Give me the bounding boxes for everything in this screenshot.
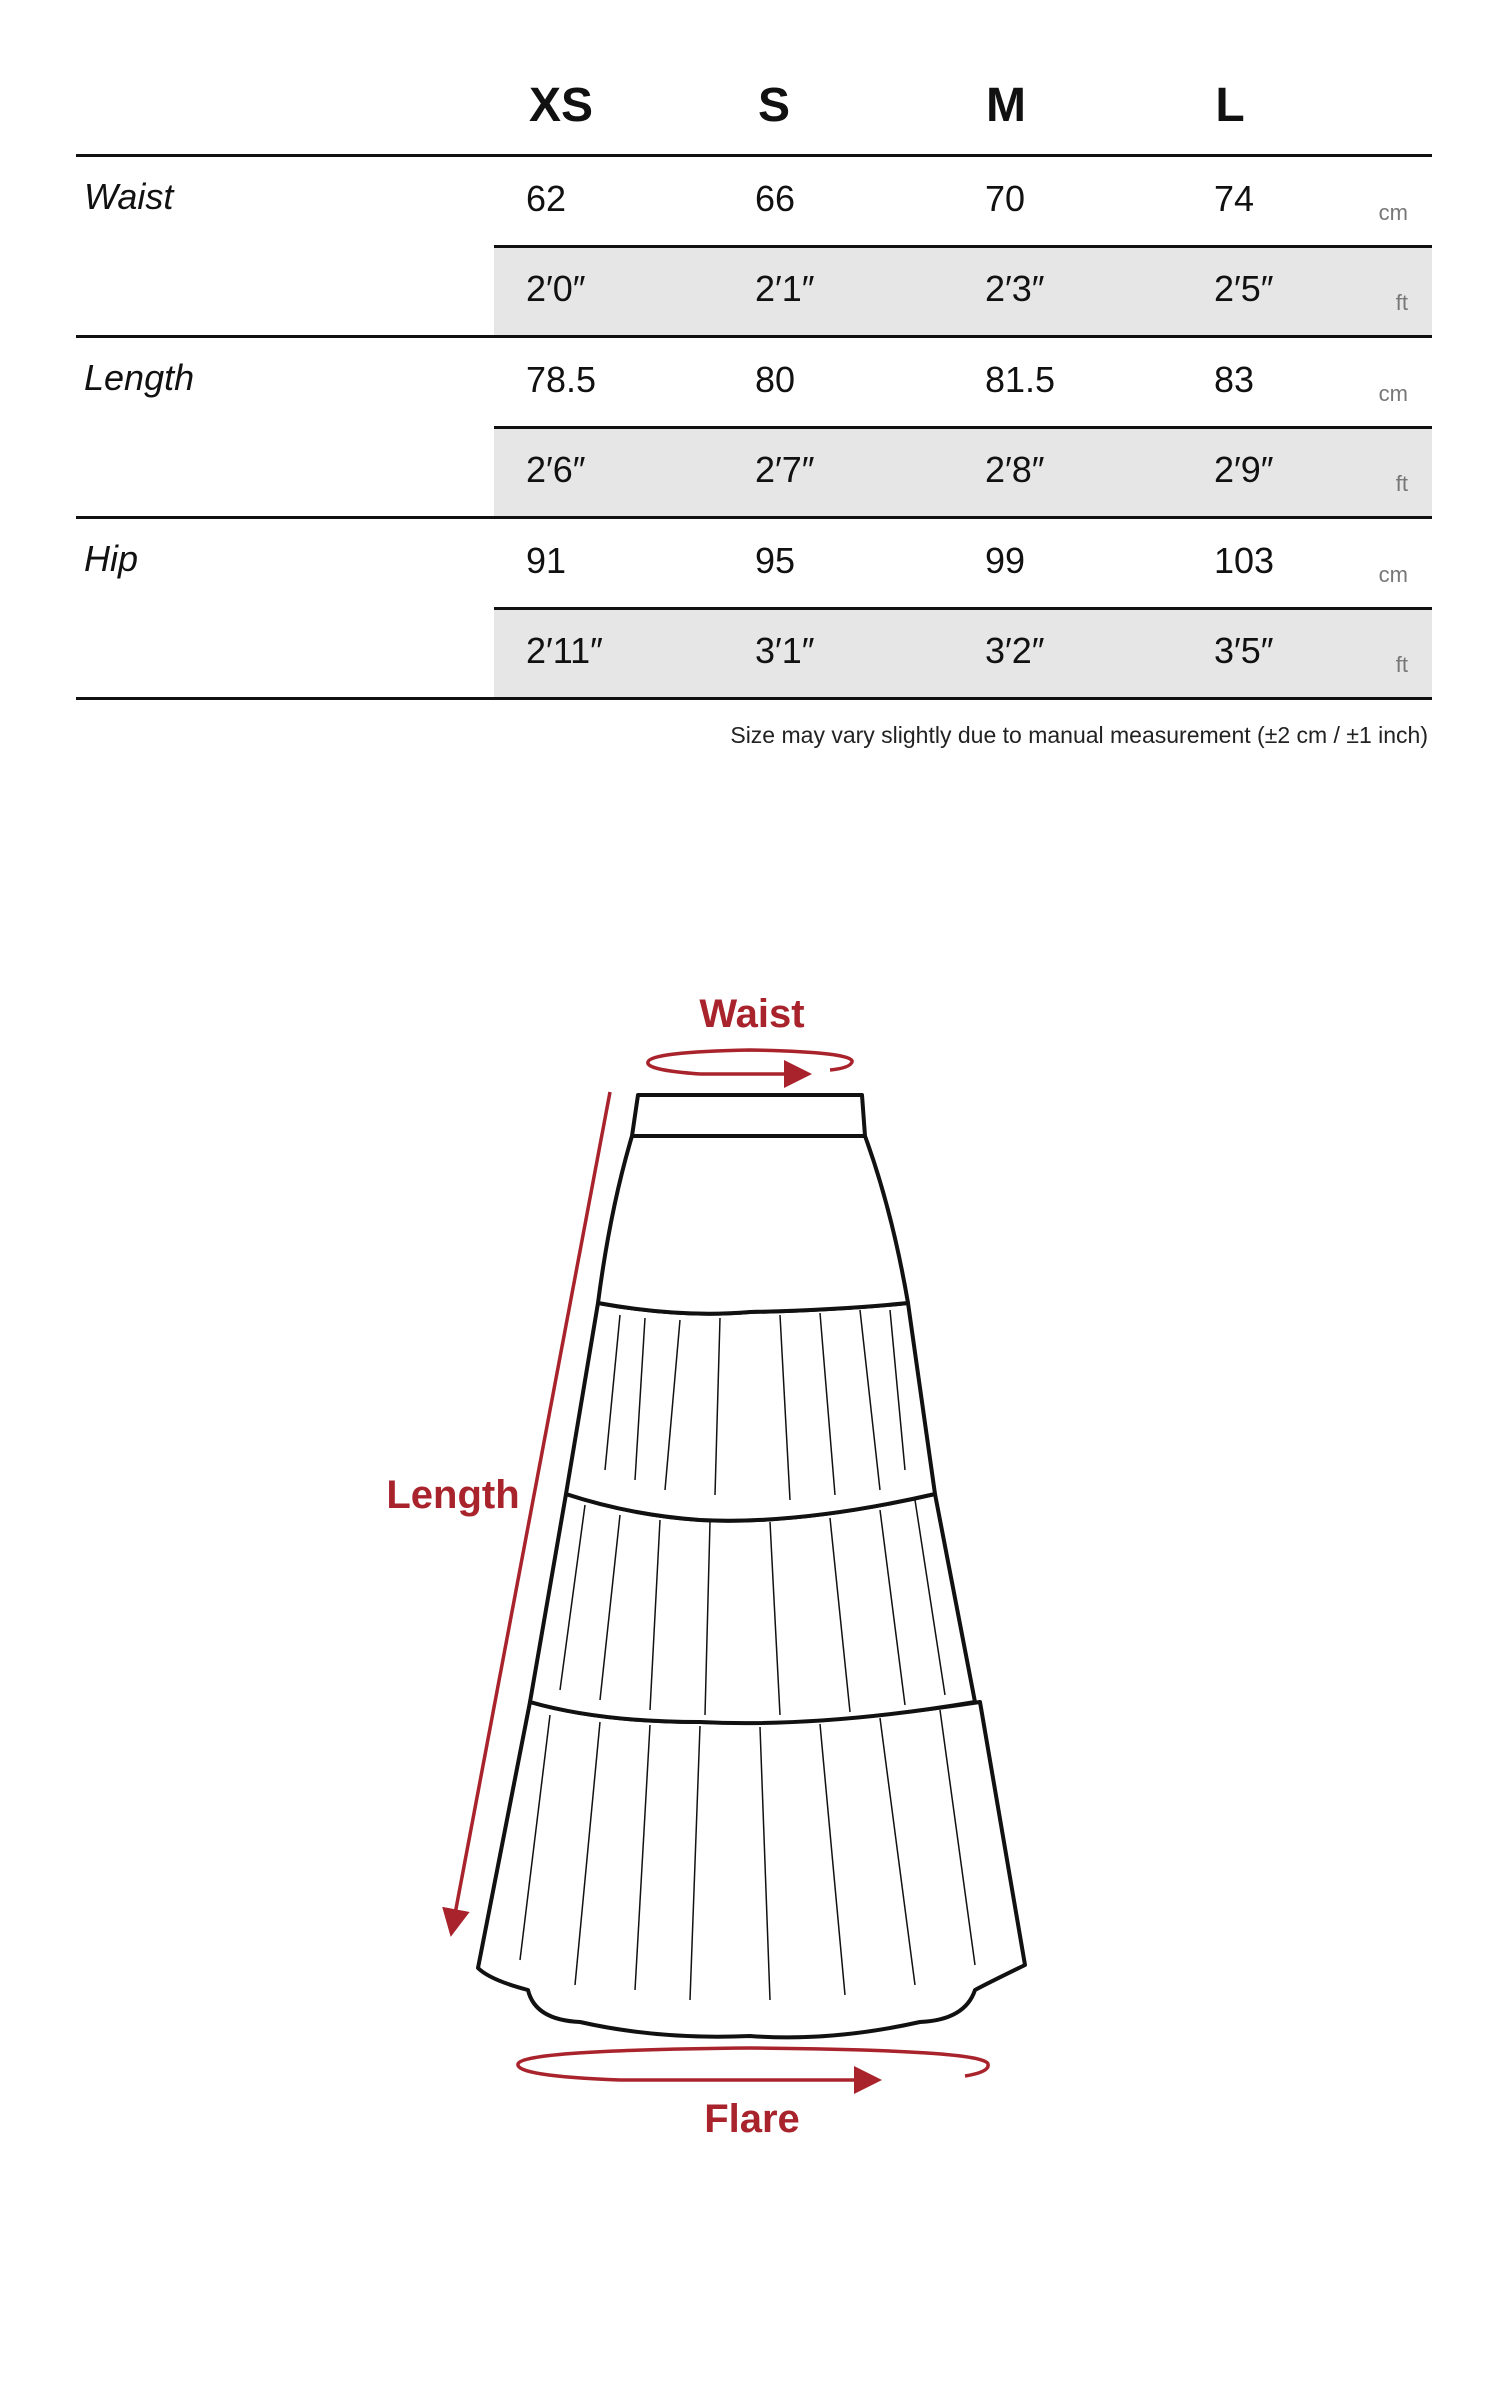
length-xs-ft: 2′6″ [526, 449, 586, 490]
ft-row-band [494, 610, 1432, 697]
size-header-l: L [1215, 79, 1245, 132]
unit-ft-hip: ft [1395, 652, 1408, 677]
row-label-waist: Waist [84, 176, 174, 217]
waist-s-ft: 2′1″ [755, 268, 815, 309]
measurement-disclaimer: Size may vary slightly due to manual measurement (±2 cm / ±1 inch) [730, 722, 1428, 748]
row-divider [76, 516, 1432, 519]
skirt-illustration [478, 1095, 1025, 2037]
size-header-s: S [757, 79, 791, 132]
waist-xs-ft: 2′0″ [526, 268, 586, 309]
hip-m-ft: 3′2″ [985, 630, 1045, 671]
row-label-hip: Hip [84, 538, 139, 579]
hip-s-cm: 95 [755, 540, 796, 581]
hip-xs-ft: 2′11″ [526, 630, 603, 671]
unit-cm-length: cm [1378, 381, 1408, 406]
ft-row-band [494, 429, 1432, 516]
size-header-xs: XS [528, 79, 594, 132]
length-m-ft: 2′8″ [985, 449, 1045, 490]
waist-xs-cm: 62 [526, 178, 567, 219]
hip-xs-cm: 91 [526, 540, 567, 581]
hip-s-ft: 3′1″ [755, 630, 815, 671]
length-s-cm: 80 [755, 359, 796, 400]
waist-label: Waist [699, 992, 805, 1036]
length-m-cm: 81.5 [985, 359, 1056, 400]
hip-l-ft: 3′5″ [1214, 630, 1274, 671]
waist-s-cm: 66 [755, 178, 796, 219]
hip-m-cm: 99 [985, 540, 1026, 581]
waist-m-ft: 2′3″ [985, 268, 1045, 309]
row-label-length: Length [84, 357, 195, 398]
unit-ft-length: ft [1395, 471, 1408, 496]
skirt-measurement-diagram [0, 960, 1500, 2200]
row-divider [76, 335, 1432, 338]
waist-l-ft: 2′5″ [1214, 268, 1274, 309]
length-s-ft: 2′7″ [755, 449, 815, 490]
size-chart-table [76, 0, 1432, 705]
header-divider [76, 154, 1432, 157]
hip-l-cm: 103 [1214, 540, 1275, 581]
ft-row-band [494, 248, 1432, 335]
waist-measure-arrow [648, 1050, 852, 1074]
flare-label: Flare [704, 2097, 800, 2141]
length-xs-cm: 78.5 [526, 359, 597, 400]
size-header-m: M [986, 79, 1026, 132]
table-bottom-divider [76, 697, 1432, 700]
unit-cm-hip: cm [1378, 562, 1408, 587]
flare-measure-arrow [518, 2048, 988, 2080]
waist-l-cm: 74 [1214, 178, 1255, 219]
length-l-cm: 83 [1214, 359, 1255, 400]
waist-m-cm: 70 [985, 178, 1026, 219]
length-label: Length [386, 1473, 520, 1517]
unit-ft-waist: ft [1395, 290, 1408, 315]
unit-cm-waist: cm [1378, 200, 1408, 225]
length-l-ft: 2′9″ [1214, 449, 1274, 490]
